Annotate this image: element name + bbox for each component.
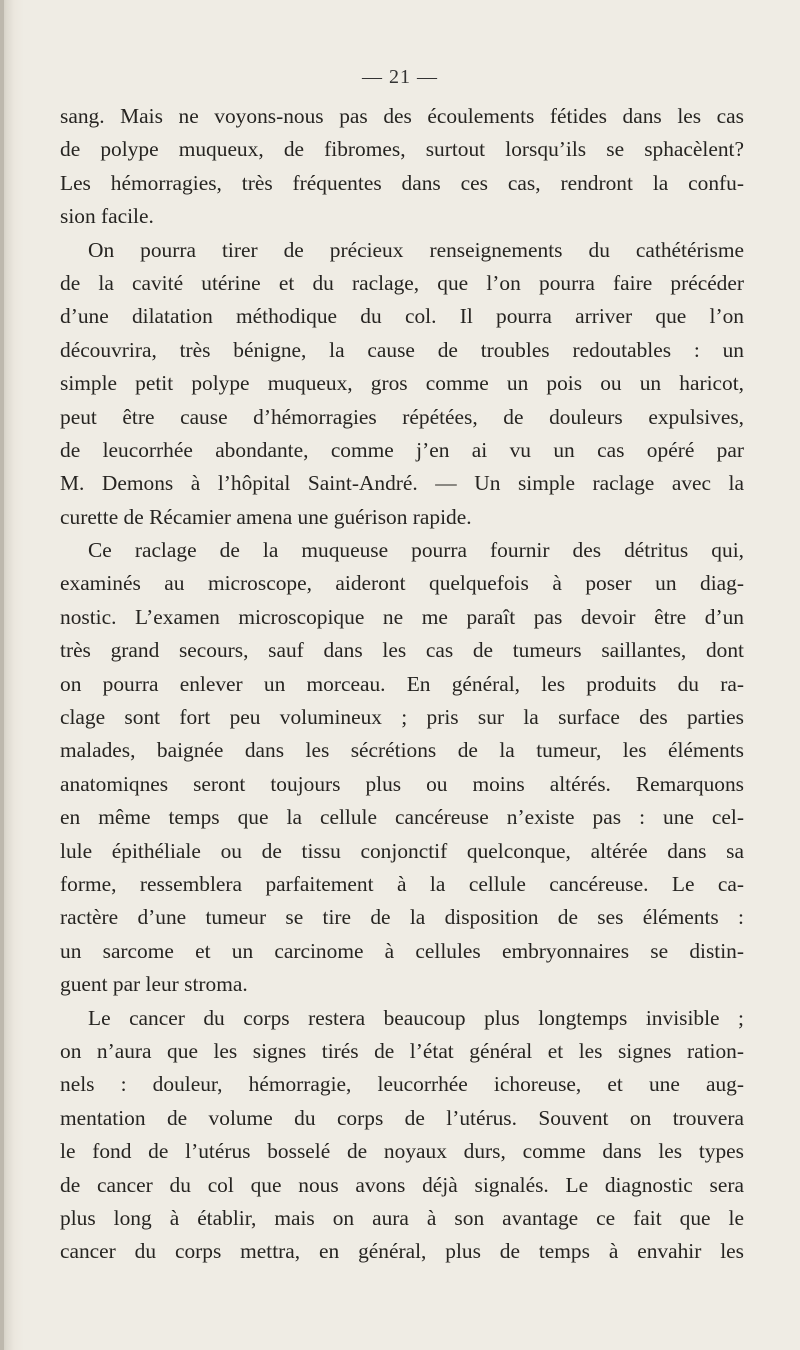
text-line: de la cavité utérine et du raclage, que l’on pourra faire précéder: [60, 270, 744, 295]
text-line: de polype muqueux, de fibromes, surtout lorsqu’ils se sphacèlent?: [60, 137, 744, 162]
text-line: ractère d’une tumeur se tire de la disposition de ses éléments :: [60, 905, 744, 930]
text-line: M. Demons à l’hôpital Saint-André. — Un simple raclage avec la: [60, 471, 744, 496]
text-line: clage sont fort peu volumineux ; pris sur la surface des parties: [60, 705, 744, 730]
text-line: mentation de volume du corps de l’utérus. Souvent on trouvera: [60, 1105, 744, 1130]
text-line: simple petit polype muqueux, gros comme un pois ou un haricot,: [60, 371, 744, 396]
text-line: sang. Mais ne voyons-nous pas des écoulements fétides dans les cas: [60, 104, 744, 128]
text-line: sion facile.: [60, 204, 154, 229]
text-line: plus long à établir, mais on aura à son avantage ce fait que le: [60, 1205, 744, 1230]
text-line: lule épithéliale ou de tissu conjonctif quelconque, altérée dans sa: [60, 838, 744, 863]
text-line: très grand secours, sauf dans les cas de tumeurs saillantes, dont: [60, 638, 744, 663]
text-line: On pourra tirer de précieux renseignements du cathétérisme: [88, 237, 744, 262]
text-line: anatomiqnes seront toujours plus ou moins altérés. Remarquons: [60, 771, 744, 796]
text-line: examinés au microscope, aideront quelquefois à poser un diag-: [60, 571, 744, 596]
text-line: nels : douleur, hémorragie, leucorrhée ichoreuse, et une aug-: [60, 1072, 744, 1097]
body-text: [60, 100, 744, 1269]
text-line: guent par leur stroma.: [60, 972, 248, 997]
text-line: en même temps que la cellule cancéreuse n’existe pas : une cel-: [60, 805, 744, 830]
text-line: curette de Récamier amena une guérison rapide.: [60, 504, 472, 529]
text-line: Les hémorragies, très fréquentes dans ces cas, rendront la confu-: [60, 170, 744, 195]
text-line: le fond de l’utérus bosselé de noyaux durs, comme dans les types: [60, 1139, 744, 1164]
page-gutter-shadow: [0, 0, 4, 1350]
text-line: malades, baignée dans les sécrétions de la tumeur, les éléments: [60, 738, 744, 763]
text-line: cancer du corps mettra, en général, plus de temps à envahir les: [60, 1239, 744, 1264]
text-line: un sarcome et un carcinome à cellules embryonnaires se distin-: [60, 938, 744, 963]
text-line: forme, ressemblera parfaitement à la cellule cancéreuse. Le ca-: [60, 871, 744, 896]
text-line: d’une dilatation méthodique du col. Il pourra arriver que l’on: [60, 304, 744, 329]
text-line: de leucorrhée abondante, comme j’en ai vu un cas opéré par: [60, 437, 744, 462]
page-number: — 21 —: [362, 66, 438, 88]
text-line: on n’aura que les signes tirés de l’état général et les signes ration-: [60, 1038, 744, 1063]
text-line: de cancer du col que nous avons déjà signalés. Le diagnostic sera: [60, 1172, 744, 1197]
text-line: on pourra enlever un morceau. En général, les produits du ra-: [60, 671, 744, 696]
text-line: Ce raclage de la muqueuse pourra fournir des détritus qui,: [88, 538, 744, 563]
text-line: découvrira, très bénigne, la cause de troubles redoutables : un: [60, 337, 744, 362]
text-line: nostic. L’examen microscopique ne me paraît pas devoir être d’un: [60, 604, 744, 629]
text-line: peut être cause d’hémorragies répétées, de douleurs expulsives,: [60, 404, 744, 429]
text-line: Le cancer du corps restera beaucoup plus longtemps invisible ;: [88, 1005, 744, 1030]
